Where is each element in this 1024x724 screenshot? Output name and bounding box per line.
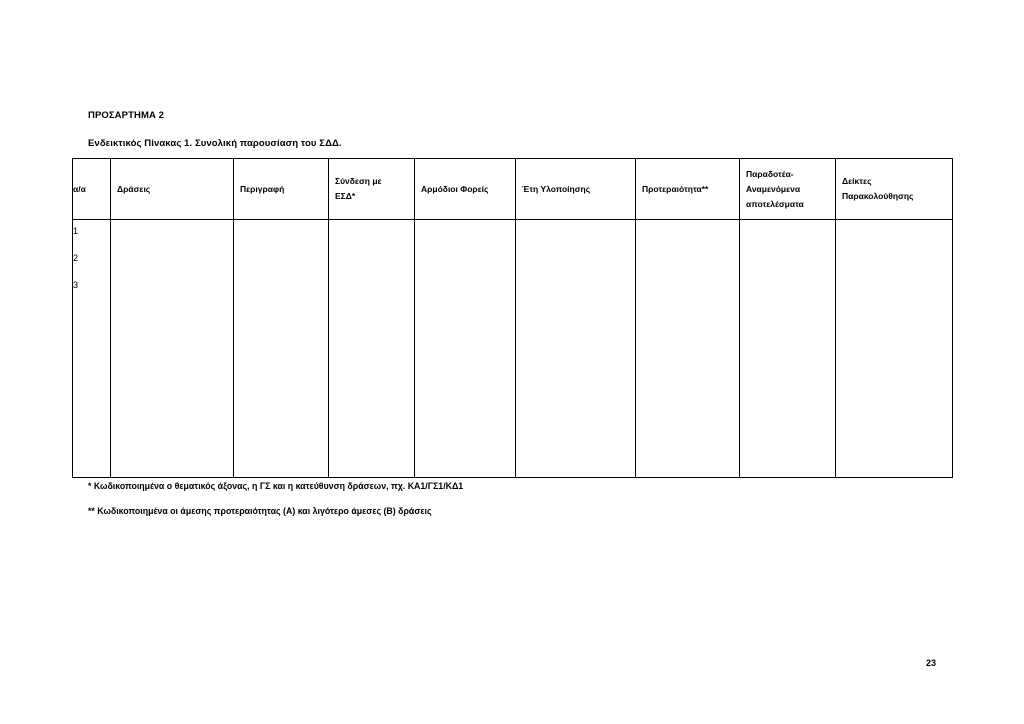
column-header-label: Αρμόδιοι Φορείς — [421, 183, 489, 194]
responsible-bodies-cell[interactable] — [415, 220, 516, 478]
column-header-deliverables — [740, 159, 836, 220]
footnote-priority: ** Κωδικοποιημένα οι άμεσης προτεραιότητας (Α) και λιγότερο άμεσες (Β) δράσεις — [88, 506, 432, 516]
column-header-label: Παραδοτέα-Αναμενόμενα αποτελέσματα — [746, 168, 804, 209]
table-caption: Ενδεικτικός Πίνακας 1. Συνολική παρουσίαση του ΣΔΔ. — [88, 138, 342, 149]
row-number: 2 — [73, 253, 79, 263]
indicators-cell[interactable] — [836, 220, 953, 478]
description-cell[interactable] — [234, 220, 329, 478]
footnote-esd: * Κωδικοποιημένα ο θεματικός άξονας, η ΓΣ και η κατεύθυνση δράσεων, πχ. ΚΑ1/ΓΣ1/ΚΔ1 — [88, 481, 464, 491]
table-row — [73, 220, 953, 478]
column-header-label: Προτεραιότητα** — [642, 183, 709, 194]
column-header-label: Δράσεις — [117, 183, 151, 194]
page-number: 23 — [926, 658, 937, 668]
esd-link-cell[interactable] — [329, 220, 415, 478]
deliverables-cell[interactable] — [740, 220, 836, 478]
priority-cell[interactable] — [636, 220, 740, 478]
column-header-label: Δείκτες Παρακολούθησης — [842, 176, 914, 201]
column-header-label: Έτη Υλοποίησης — [522, 183, 591, 194]
row-number: 3 — [73, 280, 79, 290]
column-header-actions — [111, 159, 234, 220]
index-cell — [73, 220, 111, 478]
column-header-description — [234, 159, 329, 220]
column-header-index — [73, 159, 111, 220]
column-header-label: α/α — [73, 184, 86, 194]
appendix-title: ΠΡΟΣΑΡΤΗΜΑ 2 — [88, 110, 165, 121]
column-header-responsible-bodies — [415, 159, 516, 220]
column-header-indicators — [836, 159, 953, 220]
column-header-priority — [636, 159, 740, 220]
column-header-implementation-years — [516, 159, 636, 220]
table-header-row — [73, 159, 953, 220]
actions-cell[interactable] — [111, 220, 234, 478]
column-header-label: Περιγραφή — [240, 183, 285, 194]
column-header-label: Σύνδεση με ΕΣΔ* — [335, 176, 382, 201]
row-number: 1 — [73, 226, 79, 236]
implementation-years-cell[interactable] — [516, 220, 636, 478]
summary-table — [72, 158, 953, 478]
column-header-esd-link — [329, 159, 415, 220]
